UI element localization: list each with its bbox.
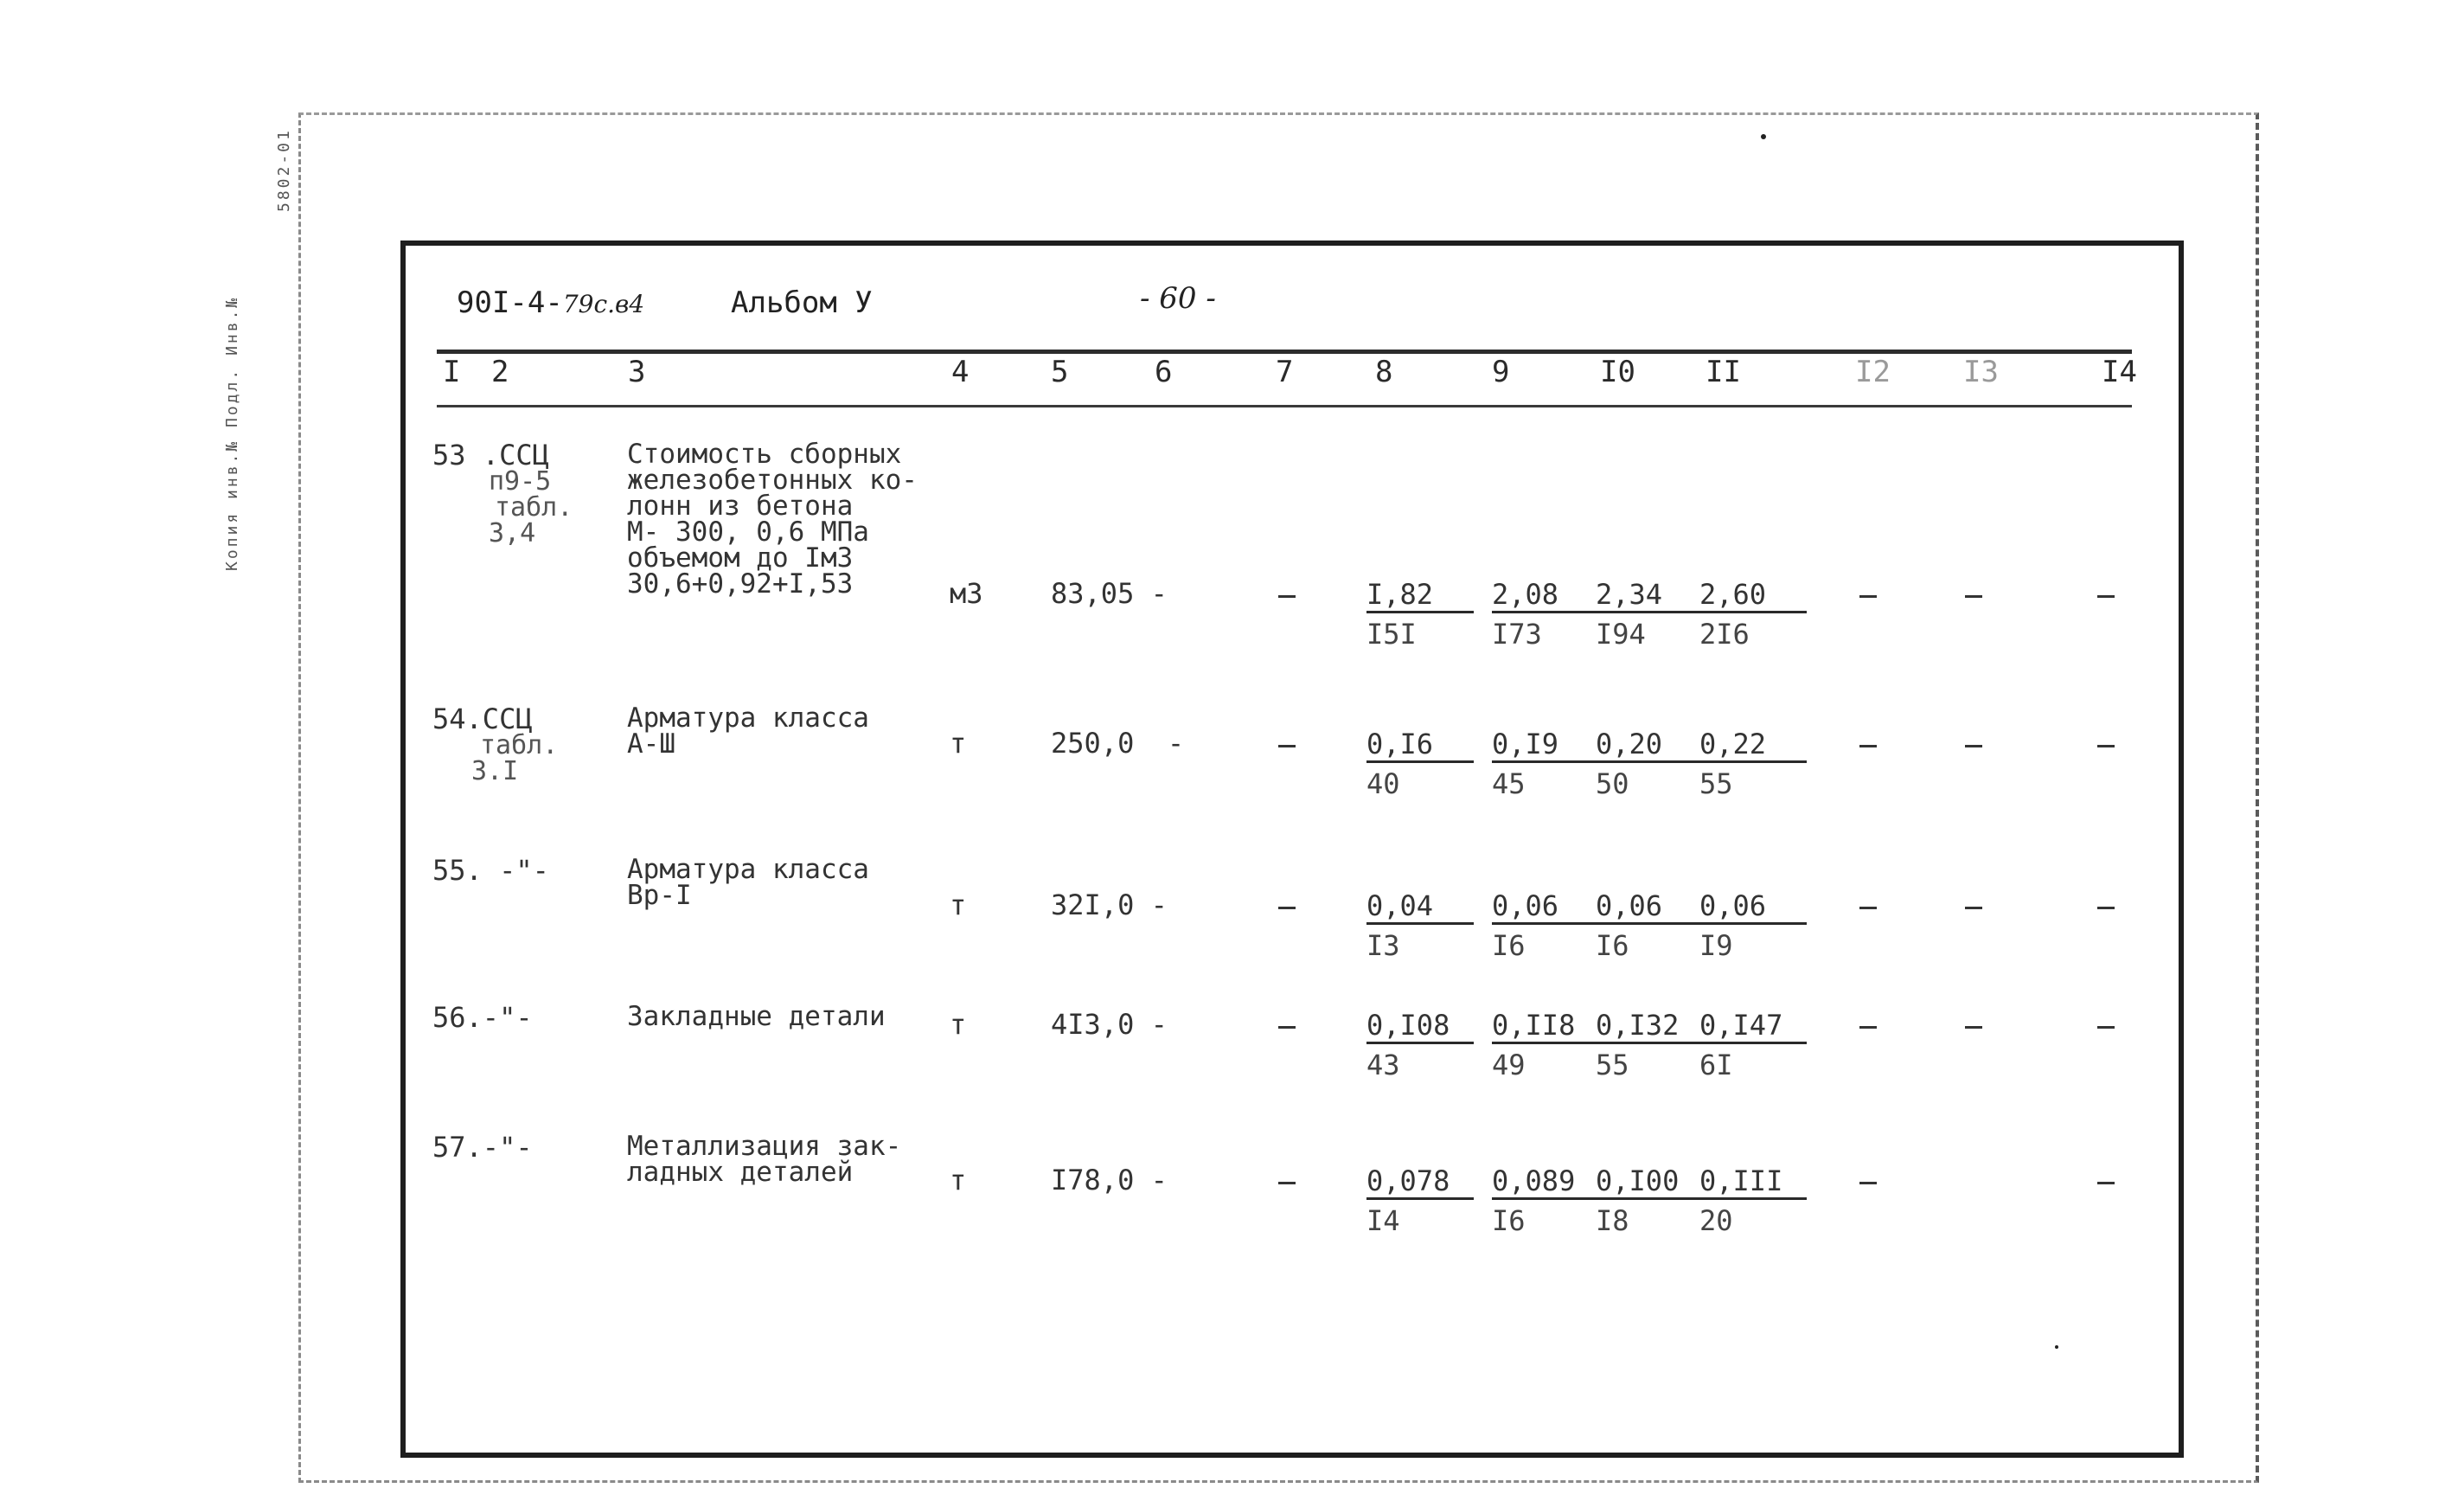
column-number-2: 2 xyxy=(491,355,509,389)
fraction-numerator: 0,III xyxy=(1699,1166,1807,1200)
scan-speck xyxy=(2055,1345,2058,1349)
fraction-numerator: 0,06 xyxy=(1492,891,1599,925)
quantity-fraction xyxy=(1366,1010,1474,1082)
row-description: 30,6+0,92+I,53 xyxy=(627,568,854,600)
row-reference: табл. xyxy=(480,730,559,760)
quantity-fraction xyxy=(1366,1166,1474,1238)
fraction-denominator: I73 xyxy=(1492,618,1542,651)
column-7-dash xyxy=(1278,1182,1296,1184)
row-unit: т xyxy=(950,888,967,921)
quantity-fraction xyxy=(1366,580,1474,651)
row-reference: 3.I xyxy=(471,756,519,786)
row-number: 55. -"- xyxy=(432,854,549,887)
fraction-numerator: 0,04 xyxy=(1366,891,1474,925)
fraction-numerator: 0,I08 xyxy=(1366,1010,1474,1044)
fraction-denominator: 55 xyxy=(1699,767,1733,800)
column-number-3: 3 xyxy=(628,355,646,389)
quantity-fraction xyxy=(1699,1166,1807,1238)
column-14-dash xyxy=(2097,595,2115,598)
fraction-numerator: 0,089 xyxy=(1492,1166,1599,1200)
column-13-dash xyxy=(1965,595,1982,598)
row-description: М- 300, 0,6 МПа xyxy=(627,516,869,548)
column-14-dash xyxy=(2097,745,2115,747)
row-unit: т xyxy=(950,1164,967,1196)
column-number-6: 6 xyxy=(1155,355,1173,389)
quantity-fraction xyxy=(1492,1010,1599,1082)
header-rule-bottom xyxy=(437,405,2132,407)
column-13-dash xyxy=(1965,745,1982,747)
fraction-denominator: I4 xyxy=(1366,1204,1400,1237)
header-rule-top xyxy=(437,350,2132,354)
row-description: Металлизация зак- xyxy=(627,1131,902,1162)
quantity-fraction xyxy=(1699,580,1807,651)
row-price: I78,0 - xyxy=(1051,1164,1168,1196)
row-description: лонн из бетона xyxy=(627,491,854,522)
column-14-dash xyxy=(2097,1182,2115,1184)
fraction-denominator: 45 xyxy=(1492,767,1526,800)
fraction-denominator: I94 xyxy=(1596,618,1646,651)
column-12-dash xyxy=(1859,1026,1877,1029)
fraction-numerator: 2,08 xyxy=(1492,580,1599,613)
fraction-denominator: 49 xyxy=(1492,1049,1526,1081)
column-number-7: 7 xyxy=(1276,355,1294,389)
album-label: Альбом У xyxy=(731,285,873,320)
fraction-denominator: I6 xyxy=(1492,929,1526,962)
column-number-1: I xyxy=(443,355,461,389)
row-description: Стоимость сборных xyxy=(627,439,902,470)
quantity-fraction xyxy=(1492,891,1599,963)
column-7-dash xyxy=(1278,907,1296,909)
quantity-fraction xyxy=(1366,729,1474,801)
fraction-numerator: 2,34 xyxy=(1596,580,1703,613)
column-number-4: 4 xyxy=(951,355,970,389)
quantity-fraction xyxy=(1699,729,1807,801)
fraction-numerator: 0,II8 xyxy=(1492,1010,1599,1044)
fraction-denominator: 43 xyxy=(1366,1049,1400,1081)
fraction-numerator: 0,I6 xyxy=(1366,729,1474,763)
row-description: железобетонных ко- xyxy=(627,465,918,496)
row-reference: табл. xyxy=(495,492,573,523)
fraction-numerator: 0,22 xyxy=(1699,729,1807,763)
fraction-numerator: 0,06 xyxy=(1699,891,1807,925)
fraction-denominator: 50 xyxy=(1596,767,1629,800)
document-code xyxy=(457,285,644,320)
row-unit: т xyxy=(950,1008,967,1041)
column-number-9: 9 xyxy=(1492,355,1510,389)
row-description: ладных деталей xyxy=(627,1157,854,1188)
column-14-dash xyxy=(2097,907,2115,909)
row-description: Арматура класса xyxy=(627,702,869,734)
margin-stamp-side: Копия инв.№ Подл. Инв.№ xyxy=(223,295,241,571)
fraction-numerator: 0,078 xyxy=(1366,1166,1474,1200)
quantity-fraction xyxy=(1699,891,1807,963)
column-13-dash xyxy=(1965,1026,1982,1029)
column-number-5: 5 xyxy=(1051,355,1069,389)
quantity-fraction xyxy=(1596,580,1703,651)
row-price: 83,05 - xyxy=(1051,577,1168,610)
row-reference: 3,4 xyxy=(489,518,536,548)
quantity-fraction xyxy=(1492,729,1599,801)
document-code-suffix: 79с.в4 xyxy=(562,290,645,318)
fraction-denominator: 40 xyxy=(1366,767,1400,800)
quantity-fraction xyxy=(1699,1010,1807,1082)
column-number-8: 8 xyxy=(1375,355,1393,389)
column-number-11: II xyxy=(1706,355,1741,389)
fraction-denominator: I6 xyxy=(1492,1204,1526,1237)
row-number: 53 .ССЦ xyxy=(432,439,549,471)
fraction-numerator: 0,I47 xyxy=(1699,1010,1807,1044)
fraction-numerator: I,82 xyxy=(1366,580,1474,613)
fraction-numerator: 0,I32 xyxy=(1596,1010,1703,1044)
column-7-dash xyxy=(1278,745,1296,747)
column-13-dash xyxy=(1965,907,1982,909)
quantity-fraction xyxy=(1596,1166,1703,1238)
column-7-dash xyxy=(1278,1026,1296,1029)
quantity-fraction xyxy=(1366,891,1474,963)
fraction-denominator: 20 xyxy=(1699,1204,1733,1237)
column-12-dash xyxy=(1859,595,1877,598)
column-number-13: I3 xyxy=(1963,355,1999,389)
quantity-fraction xyxy=(1492,1166,1599,1238)
fraction-numerator: 0,20 xyxy=(1596,729,1703,763)
margin-stamp-top: 5802-01 xyxy=(275,128,293,212)
row-number: 56.-"- xyxy=(432,1001,533,1034)
quantity-fraction xyxy=(1492,580,1599,651)
row-description: Арматура класса xyxy=(627,854,869,885)
fraction-numerator: 0,I00 xyxy=(1596,1166,1703,1200)
fraction-denominator: 2I6 xyxy=(1699,618,1750,651)
fraction-denominator: I8 xyxy=(1596,1204,1629,1237)
row-description: объемом до IмЗ xyxy=(627,542,854,574)
document-code-prefix: 90I-4- xyxy=(457,285,563,320)
column-7-dash xyxy=(1278,595,1296,598)
fraction-denominator: I3 xyxy=(1366,929,1400,962)
row-description: Вр-I xyxy=(627,880,692,911)
fraction-numerator: 2,60 xyxy=(1699,580,1807,613)
row-description: А-Ш xyxy=(627,728,675,760)
drawing-frame xyxy=(400,241,2184,1458)
page-number: - 60 - xyxy=(1140,281,1216,316)
row-number: 54.ССЦ xyxy=(432,702,533,735)
row-price: 250,0 - xyxy=(1051,727,1185,760)
scan-speck xyxy=(1761,134,1766,139)
column-14-dash xyxy=(2097,1026,2115,1029)
quantity-fraction xyxy=(1596,891,1703,963)
fraction-denominator: I9 xyxy=(1699,929,1733,962)
fraction-numerator: 0,I9 xyxy=(1492,729,1599,763)
row-price: 4I3,0 - xyxy=(1051,1008,1168,1041)
column-12-dash xyxy=(1859,907,1877,909)
row-unit: мЗ xyxy=(950,577,983,610)
row-reference: п9-5 xyxy=(489,466,552,497)
quantity-fraction xyxy=(1596,1010,1703,1082)
column-number-12: I2 xyxy=(1855,355,1891,389)
fraction-numerator: 0,06 xyxy=(1596,891,1703,925)
fraction-denominator: 55 xyxy=(1596,1049,1629,1081)
fraction-denominator: I5I xyxy=(1366,618,1417,651)
column-number-14: I4 xyxy=(2102,355,2137,389)
row-number: 57.-"- xyxy=(432,1131,533,1164)
row-description: Закладные детали xyxy=(627,1001,886,1032)
quantity-fraction xyxy=(1596,729,1703,801)
column-12-dash xyxy=(1859,745,1877,747)
row-unit: т xyxy=(950,727,967,760)
column-12-dash xyxy=(1859,1182,1877,1184)
column-number-10: I0 xyxy=(1600,355,1635,389)
fraction-denominator: 6I xyxy=(1699,1049,1733,1081)
row-price: 32I,0 - xyxy=(1051,888,1168,921)
fraction-denominator: I6 xyxy=(1596,929,1629,962)
